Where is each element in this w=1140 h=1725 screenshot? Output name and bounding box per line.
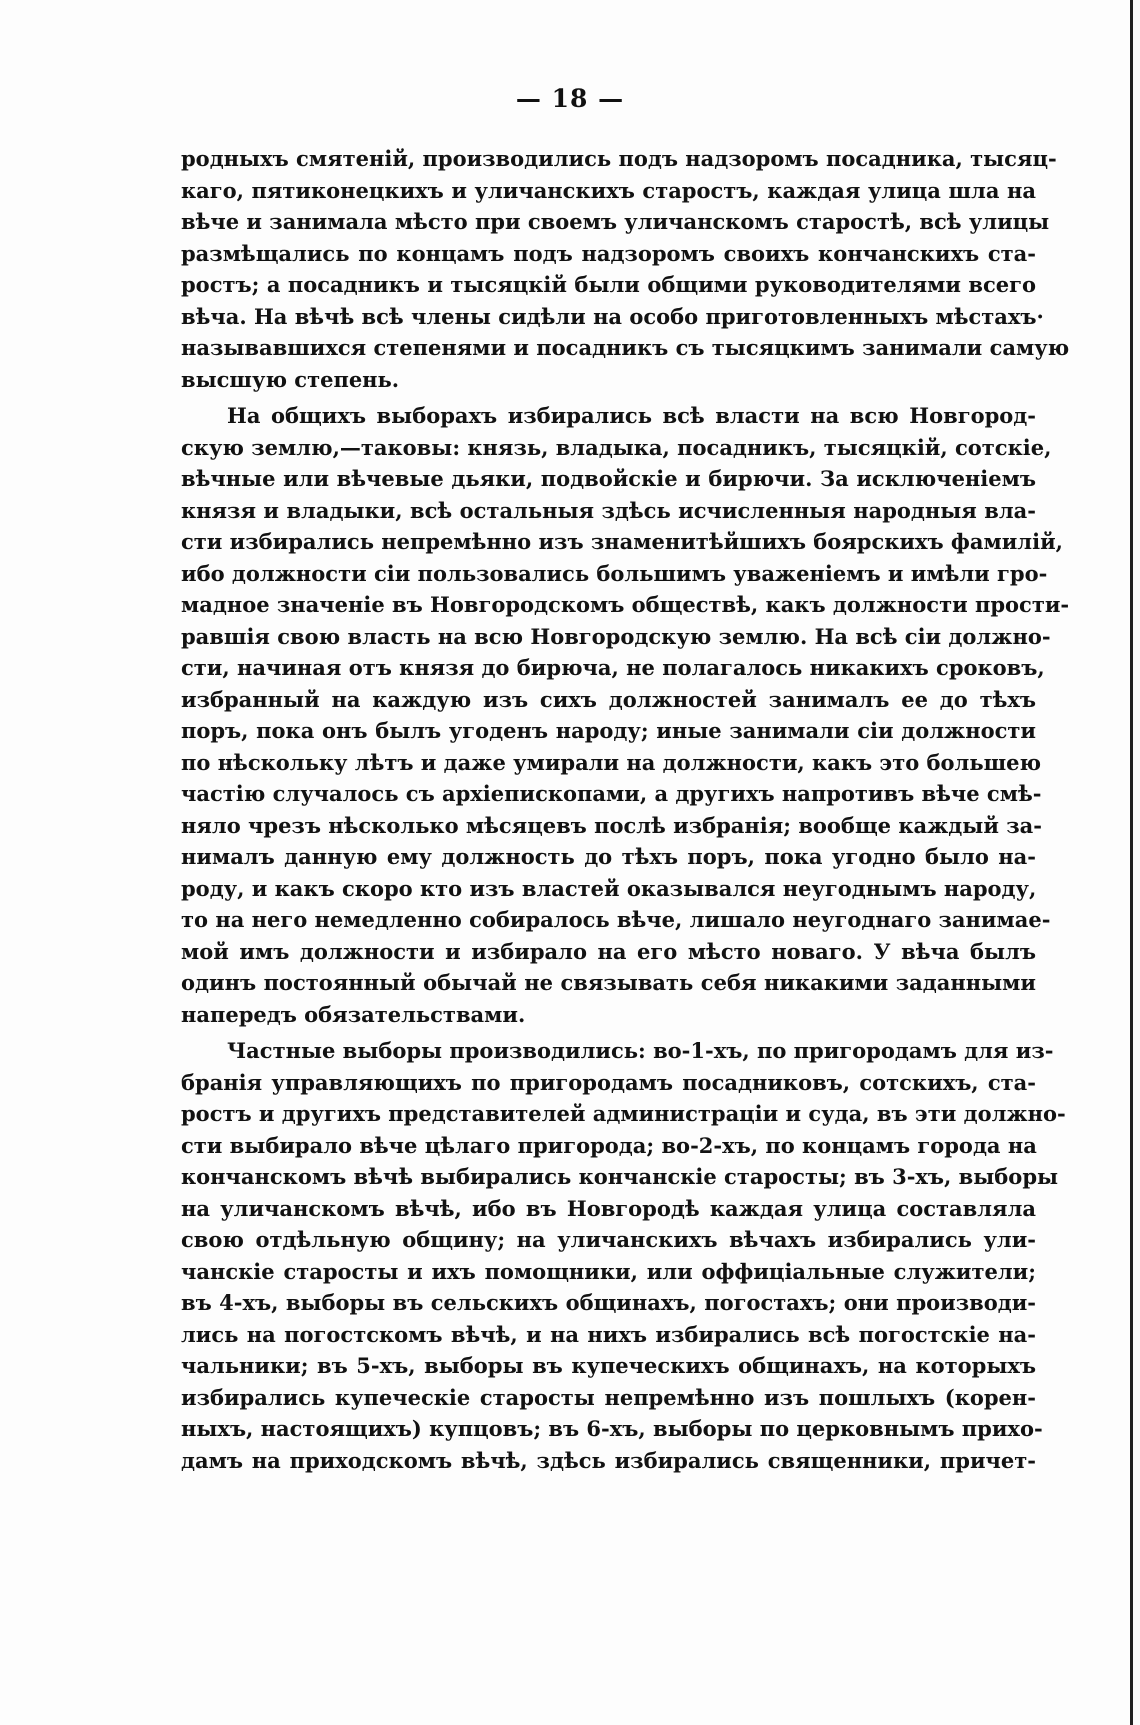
text-line: ныхъ, настоящихъ) купцовъ; въ 6-хъ, выборы по церковнымъ прихо-: [181, 1416, 1043, 1441]
text-line: одинъ постоянный обычай не связывать себя никакими заданными: [181, 970, 1036, 995]
text-line: вѣче и занимала мѣсто при своемъ уличанскомъ старостѣ, всѣ улицы: [181, 209, 1050, 234]
text-line: сти избирались непремѣнно изъ знаменитѣйшихъ боярскихъ фамилій,: [181, 529, 1063, 554]
text-line: избранный на каждую изъ сихъ должностей занималъ ее до тѣхъ: [181, 686, 1036, 712]
text-line: размѣщались по концамъ подъ надзоромъ своихъ кончанскихъ ста-: [181, 240, 1036, 266]
paragraph-3: [181, 1035, 1066, 1476]
text-line: роду, и какъ скоро кто изъ властей оказывался неугоднымъ народу,: [181, 875, 1037, 901]
text-line: князя и владыки, всѣ остальныя здѣсь исчисленныя народныя вла-: [181, 497, 1036, 523]
text-line: кончанскомъ вѣчѣ выбирались кончанскіе старосты; въ 3-хъ, выборы: [181, 1164, 1059, 1189]
text-line: родныхъ смятеній, производились подъ надзоромъ посадника, тысяц-: [181, 146, 1057, 171]
text-line: Частные выборы производились: во-1-хъ, по пригородамъ для из-: [227, 1038, 1054, 1063]
text-line: мой имъ должности и избирало на его мѣсто новаго. У вѣча былъ: [181, 938, 1036, 964]
text-line: чанскіе старосты и ихъ помощники, или оффиціальные служители;: [181, 1258, 1036, 1284]
body-text: [181, 143, 1070, 1476]
text-line: чальники; въ 5-хъ, выборы въ купеческихъ общинахъ, на которыхъ: [181, 1353, 1036, 1378]
text-line: въ 4-хъ, выборы въ сельскихъ общинахъ, погостахъ; они производи-: [181, 1290, 1036, 1315]
text-line: высшую степень.: [181, 366, 400, 392]
text-line: по нѣскольку лѣтъ и даже умирали на должности, какъ это большею: [181, 749, 1042, 775]
text-line: сти, начиная отъ князя до бирюча, не полагалось никакихъ сроковъ,: [181, 655, 1045, 680]
text-line: избирались купеческіе старосты непремѣнно изъ пошлыхъ (корен-: [181, 1384, 1036, 1410]
text-line: свою отдѣльную общину; на уличанскихъ вѣчахъ избирались ули-: [181, 1227, 1036, 1252]
text-line: ибо должности сіи пользовались большимъ уваженіемъ и имѣли гро-: [181, 560, 1048, 586]
text-line: мадное значеніе въ Новгородскомъ обществѣ, какъ должности прости-: [181, 592, 1070, 617]
text-line: ростъ; а посадникъ и тысяцкій были общими руководителями всего: [181, 272, 1036, 297]
text-line: ростъ и другихъ представителей администраціи и суда, въ эти должно-: [181, 1101, 1066, 1126]
page-number: — 18 —: [515, 84, 625, 113]
text-line: На общихъ выборахъ избирались всѣ власти на всю Новгород-: [227, 403, 1036, 428]
text-line: равшія свою власть на всю Новгородскую землю. На всѣ сіи должно-: [181, 623, 1051, 649]
page-edge-line: [1130, 0, 1133, 1725]
text-line: дамъ на приходскомъ вѣчѣ, здѣсь избирались священники, причет-: [181, 1447, 1036, 1473]
text-line: скую землю,—таковы: князь, владыка, посадникъ, тысяцкій, сотскіе,: [181, 434, 1052, 460]
text-line: на уличанскомъ вѣчѣ, ибо въ Новгородѣ каждая улица составляла: [181, 1195, 1036, 1221]
text-line: бранія управляющихъ по пригородамъ посадниковъ, сотскихъ, ста-: [181, 1069, 1036, 1095]
text-line: каго, пятиконецкихъ и уличанскихъ старостъ, каждая улица шла на: [181, 177, 1036, 203]
text-line: вѣчные или вѣчевые дьяки, подвойскіе и бирючи. За исключеніемъ: [181, 466, 1036, 491]
text-line: напередъ обязательствами.: [181, 1001, 526, 1027]
text-line: называвшихся степенями и посадникъ съ тысяцкимъ занимали самую: [181, 335, 1070, 360]
text-line: лись на погостскомъ вѣчѣ, и на нихъ избирались всѣ погостскіе на-: [181, 1321, 1036, 1347]
text-line: сти выбирало вѣче цѣлаго пригорода; во-2-хъ, по концамъ города на: [181, 1132, 1037, 1158]
paragraph-1: [181, 143, 1070, 395]
text-line: то на него немедленно собиралось вѣче, лишало неугоднаго занимае-: [181, 907, 1051, 932]
text-line: поръ, пока онъ былъ угоденъ народу; иные занимали сіи должности: [181, 718, 1036, 743]
paragraph-2: [181, 400, 1070, 1030]
text-line: нималъ данную ему должность до тѣхъ поръ, пока угодно было на-: [181, 844, 1036, 869]
text-line: няло чрезъ нѣсколько мѣсяцевъ послѣ избранія; вообще каждый за-: [181, 812, 1042, 838]
text-line: вѣча. На вѣчѣ всѣ члены сидѣли на особо приготовленныхъ мѣстахъ·: [181, 303, 1044, 329]
text-line: частію случалось съ архіепископами, а другихъ напротивъ вѣче смѣ-: [181, 781, 1042, 806]
